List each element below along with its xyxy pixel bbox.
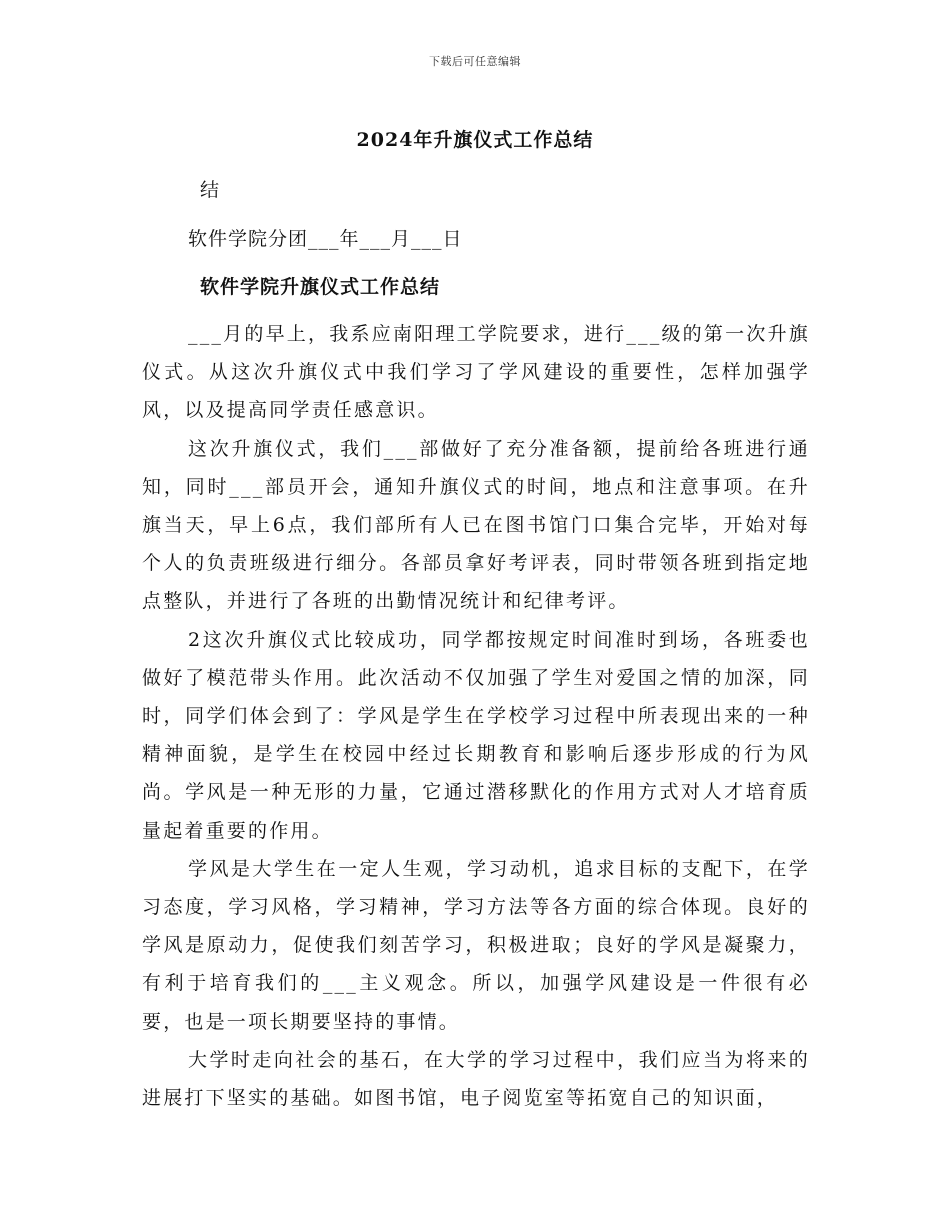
paragraph: ___月的早上，我系应南阳理工学院要求，进行___级的第一次升旗仪式。从这次升旗仪式中我们学习了学风建设的重要性，怎样加强学风，以及提高同学责任感意识。: [142, 323, 810, 422]
text-fragment: 结: [200, 179, 221, 201]
section-title: 软件学院升旗仪式工作总结: [200, 276, 441, 298]
body-text: [142, 315, 810, 1117]
header-note: 下载后可任意编辑: [429, 55, 521, 68]
document-title: 2024年升旗仪式工作总结: [356, 129, 594, 151]
paragraph: 这次升旗仪式，我们___部做好了充分准备额，提前给各班进行通知，同时___部员开会，通知升旗仪式的时间，地点和注意事项。在升旗当天，早上6点，我们部所有人已在图书馆门口集合完毕，开始对每个人的负责班级进行细分。各部员拿好考评表，同时带领各班到指定地点整队，并进行了各班的出勤情况统计和纪律考评。: [142, 437, 810, 613]
paragraph: 2这次升旗仪式比较成功，同学都按规定时间准时到场，各班委也做好了模范带头作用。此次活动不仅加强了学生对爱国之情的加深，同时，同学们体会到了：学风是学生在学校学习过程中所表现出来的一种精神面貌，是学生在校园中经过长期教育和影响后逐步形成的行为风尚。学风是一种无形的力量，它通过潜移默化的作用方式对人才培育质量起着重要的作用。: [142, 628, 810, 842]
paragraph: 大学时走向社会的基石，在大学的学习过程中，我们应当为将来的进展打下坚实的基础。如图书馆，电子阅览室等拓宽自己的知识面，: [142, 1048, 810, 1110]
paragraph: 学风是大学生在一定人生观，学习动机，追求目标的支配下，在学习态度，学习风格，学习精神，学习方法等各方面的综合体现。良好的学风是原动力，促使我们刻苦学习，积极进取；良好的学风是凝聚力，有利于培育我们的___主义观念。所以，加强学风建设是一件很有必要，也是一项长期要坚持的事情。: [142, 857, 810, 1033]
organization-date-line: 软件学院分团___年___月___日: [188, 228, 463, 250]
